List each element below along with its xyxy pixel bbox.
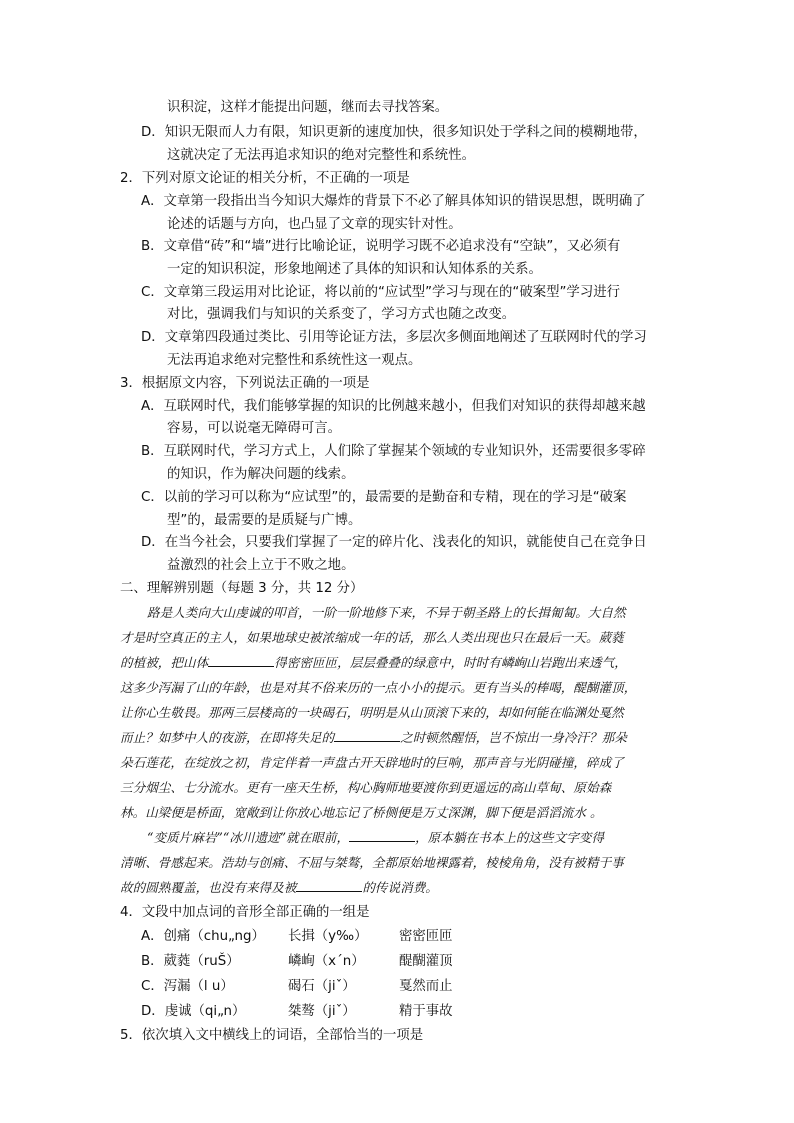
q4-a-word2: 长揖（y‰） [288,929,368,944]
q1-option-c-continuation: 识积淀，这样才能提出问题，继而去寻找答案。 [167,100,449,115]
blank-1 [208,654,274,667]
q4-c-word3: 戛然而止 [399,979,453,994]
q1-option-d-line2: 这就决定了无法再追求知识的绝对完整性和系统性。 [167,148,475,163]
section-heading: 二、理解辨别题（每题 3 分，共 12 分） [120,581,364,596]
passage-p1-line3: 的植被，把山体 得密密匝匝，层层叠叠的绿意中，时时有嶙峋山岩跑出来透气， [120,655,627,670]
q4-a-word3: 密密匝匝 [399,929,453,944]
blank-4 [296,879,362,892]
q4-d-word2: 桀骜（jiˇ） [288,1004,356,1019]
blank-2 [334,729,400,742]
q2-option-a-line1: A．文章第一段指出当今知识大爆炸的背景下不必了解具体知识的错误思想，既明确了 [141,194,646,209]
q4-b-word2: 嶙峋（x´n） [288,954,365,969]
blank-3 [349,829,415,842]
q3-option-c-line2: 型”的，最需要的是质疑与广博。 [167,513,362,528]
q4-d-word3: 精于事故 [399,1004,453,1019]
passage-p2-line3: 故的圆熟覆盖，也没有来得及被 的传说消费。 [120,880,438,895]
q3-option-d-line2: 益激烈的社会上立于不败之地。 [167,558,355,573]
q4-a-word1: A．创痛（chu„ng） [141,929,265,944]
passage-p2-line2: 清晰、骨感起来。浩劫与创痛、不屈与桀骜，全都原始地裸露着，棱棱角角，没有被精于事 [120,855,624,870]
q1-option-d-line1: D．知识无限而人力有限，知识更新的速度加快，很多知识处于学科之间的模糊地带， [141,125,647,140]
q4-stem: 4．文段中加点词的音形全部正确的一组是 [120,905,370,920]
passage-p1-line8: 三分烟尘、七分流水。更有一座天生桥，构心胸师地要渡你到更遥远的高山草甸、原始森 [120,780,612,795]
passage-p1-line5: 让你心生敬畏。那两三层楼高的一块碣石，明明是从山顶滚下来的，却如何能在临渊处戛然 [120,705,624,720]
q3-option-d-line1: D．在当今社会，只要我们掌握了一定的碎片化、浅表化的知识，就能使自己在竞争日 [141,535,647,550]
q2-option-a-line2: 论述的话题与方向，也凸显了文章的现实针对性。 [167,217,462,232]
passage-p2-line1: “变质片麻岩”“冰川遗迹”就在眼前， ，原本躺在书本上的这些文字变得 [147,830,604,845]
q2-option-d-line1: D．文章第四段通过类比、引用等论证方法，多层次多侧面地阐述了互联网时代的学习 [141,330,647,345]
q3-option-b-line1: B．互联网时代，学习方式上，人们除了掌握某个领域的专业知识外，还需要很多零碎 [141,444,646,459]
q4-b-word1: B．葳蕤（ruŠ） [141,954,240,969]
passage-p1-line9: 林。山梁便是桥面，宽敞到让你放心地忘记了桥侧便是万丈深渊，脚下便是滔滔流水 。 [120,805,603,820]
q2-option-d-line2: 无法再追求绝对完整性和系统性这一观点。 [167,353,422,368]
passage-p1-line6: 而止？如梦中人的夜游，在即将失足的 之时顿然醒悟，岂不惊出一身冷汗？那朵 [120,730,627,745]
q2-option-c-line1: C．文章第三段运用对比论证，将以前的“应试型”学习与现在的“破案型”学习进行 [141,285,620,300]
passage-p1-line1: 路是人类向大山虔诚的叩首，一阶一阶地修下来，不异于朝圣路上的长揖匍匐。大自然 [147,605,626,620]
q4-c-word1: C．泻漏（l u） [141,979,234,994]
q4-d-word1: D．虔诚（qi„n） [141,1004,246,1019]
passage-p1-line7: 朵石莲花，在绽放之初，肯定伴着一声盘古开天辟地时的巨响，那声音与光阴碰撞，碎成了 [120,755,624,770]
q4-c-word2: 碣石（jiˇ） [288,979,356,994]
q3-option-a-line2: 容易，可以说毫无障碍可言。 [167,421,342,436]
q4-b-word3: 醍醐灌顶 [399,954,453,969]
q5-stem: 5．依次填入文中横线上的词语，全部恰当的一项是 [120,1028,424,1043]
q3-stem: 3．根据原文内容，下列说法正确的一项是 [120,376,370,391]
q2-option-c-line2: 对比，强调我们与知识的关系变了，学习方式也随之改变。 [167,307,516,322]
passage-p1-line2: 才是时空真正的主人，如果地球史被浓缩成一年的话，那么人类出现也只在最后一天。葳蕤 [120,630,624,645]
q3-option-c-line1: C．以前的学习可以称为“应试型”的，最需要的是勤奋和专精，现在的学习是“破案 [141,490,627,505]
passage-p1-line4: 这多少泻漏了山的年龄，也是对其不俗来历的一点小小的提示。更有当头的棒喝，醍醐灌顶， [120,680,637,695]
q2-option-b-line2: 一定的知识积淀，形象地阐述了具体的知识和认知体系的关系。 [167,262,542,277]
q2-stem: 2．下列对原文论证的相关分析，不正确的一项是 [120,171,410,186]
q3-option-a-line1: A．互联网时代，我们能够掌握的知识的比例越来越小，但我们对知识的获得却越来越 [141,399,646,414]
q3-option-b-line2: 的知识，作为解决问题的线索。 [167,467,355,482]
q2-option-b-line1: B．文章借“砖”和“墙”进行比喻论证，说明学习既不必追求没有“空缺”，又必须有 [141,239,621,254]
